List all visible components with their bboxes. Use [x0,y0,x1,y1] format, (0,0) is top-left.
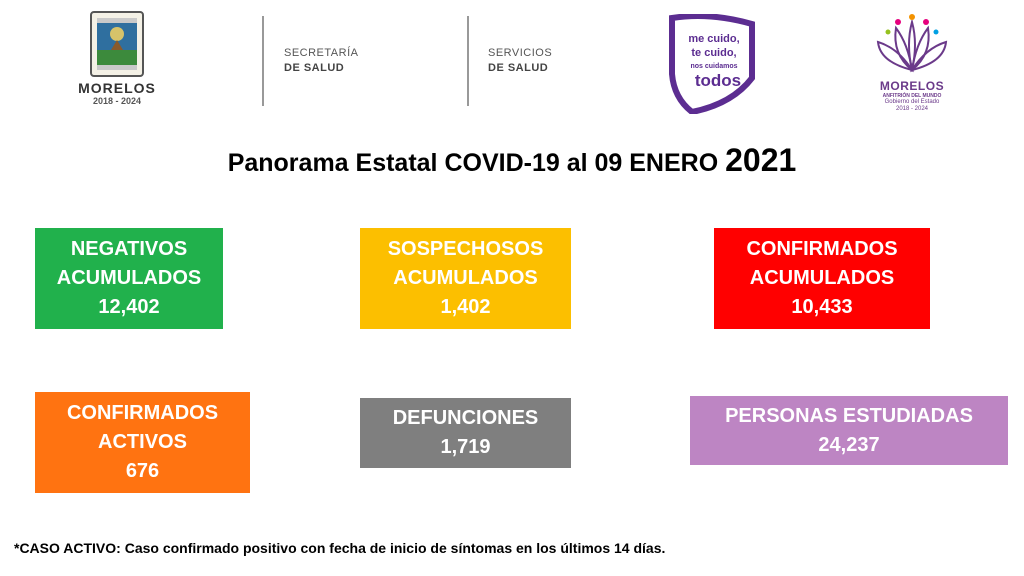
activos-card [35,392,250,493]
servicios-de-salud-logo [488,46,552,76]
activos-line1: CONFIRMADOS [66,402,219,424]
activos-line2: ACTIVOS [98,431,187,453]
secretaria-de-salud-logo [284,46,358,76]
campaign-line4: todos [694,71,742,90]
coat-of-arms-icon [89,10,145,78]
header [0,0,1024,130]
negativos-line1: NEGATIVOS [70,238,188,260]
logo2-name: MORELOS [879,79,945,93]
confirmados-value: 10,433 [791,296,853,318]
logo2-sub1: Gobierno del Estado [884,99,940,105]
negativos-card [35,228,223,329]
seal-name: MORELOS [78,80,156,96]
campaign-logo [662,14,758,114]
campaign-line2: te cuido, [691,47,737,59]
estudiadas-line1: PERSONAS ESTUDIADAS [725,404,973,427]
sospechosos-line1: SOSPECHOSOS [387,238,544,260]
morelos-government-logo [862,14,962,124]
logo2-tagline: ANFITRIÓN DEL MUNDO [882,93,942,99]
header-divider [262,16,264,106]
agency1-line1: SECRETARÍA [284,47,359,59]
confirmados-line2: ACUMULADOS [749,267,895,289]
logo2-sub2: 2018 - 2024 [895,106,929,112]
negativos-value: 12,402 [98,296,160,318]
defunciones-card [360,398,571,468]
sospechosos-line2: ACUMULADOS [393,267,538,289]
title-text: Panorama Estatal COVID-19 al 09 ENERO [227,149,719,177]
seal-years: 2018 - 2024 [92,96,142,106]
campaign-line1: me cuido, [688,33,740,45]
agency2-line1: SERVICIOS [488,47,553,59]
lotus-flower-icon [872,14,952,76]
agency2-line2: DE SALUD [488,62,549,74]
sospechosos-value: 1,402 [440,296,491,318]
defunciones-value: 1,719 [440,436,491,458]
header-divider [467,16,469,106]
activos-value: 676 [125,460,160,482]
personas-estudiadas-card [690,396,1008,465]
page-title [0,142,1024,179]
negativos-line2: ACUMULADOS [56,267,202,289]
defunciones-line1: DEFUNCIONES [392,407,539,429]
estudiadas-value: 24,237 [818,433,880,456]
confirmados-line1: CONFIRMADOS [746,238,898,260]
footnote: *CASO ACTIVO: Caso confirmado positivo con fecha de inicio de síntomas en los últimos 14 días. [14,540,666,556]
campaign-line3: nos cuidamos [690,63,738,70]
title-year: 2021 [725,142,797,178]
sospechosos-card [360,228,571,329]
agency1-line2: DE SALUD [284,62,345,74]
confirmados-card [714,228,930,329]
morelos-seal-logo [72,10,162,115]
